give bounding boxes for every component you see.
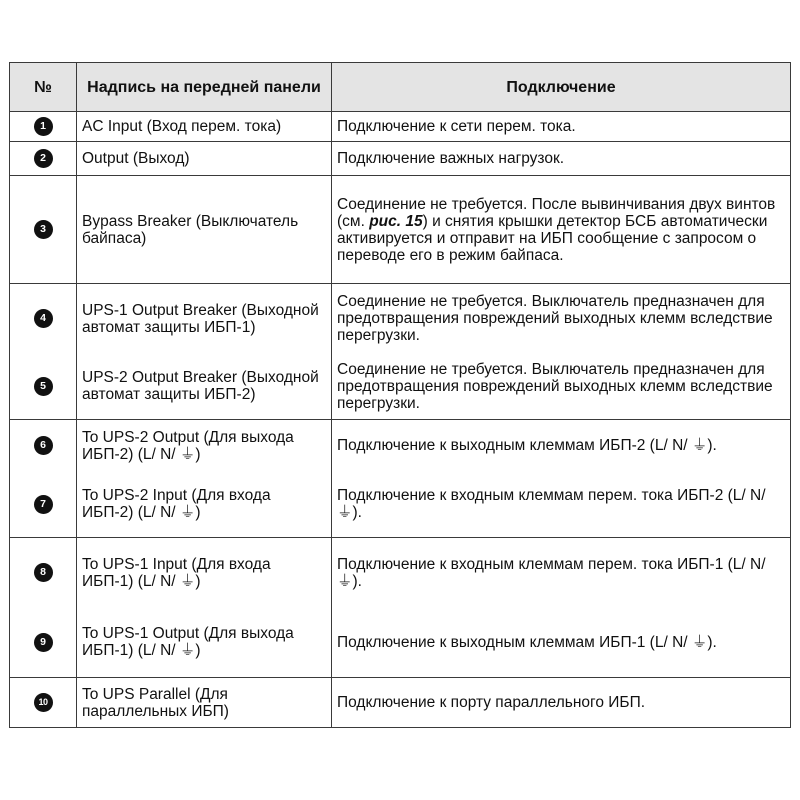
header-label: Надпись на передней панели bbox=[77, 63, 332, 112]
panel-label: To UPS-2 Input (Для входа ИБП-2) (L/ N/ ⏚) bbox=[77, 472, 332, 538]
connection-desc: Подключение к порту параллельного ИБП. bbox=[332, 678, 791, 728]
number-badge: 7 bbox=[34, 495, 53, 514]
panel-label: Bypass Breaker (Выключатель байпаса) bbox=[77, 176, 332, 284]
number-badge: 5 bbox=[34, 377, 53, 396]
desc-text-before: Соединение не требуется. После вывинчивания двух винтов (см. bbox=[337, 195, 776, 230]
table-row bbox=[10, 538, 791, 608]
table-row bbox=[10, 176, 791, 284]
connection-desc: Подключение к сети перем. тока. bbox=[332, 112, 791, 142]
table-row bbox=[10, 678, 791, 728]
connection-desc bbox=[332, 176, 791, 284]
panel-label: AC Input (Вход перем. тока) bbox=[77, 112, 332, 142]
figure-reference: рис. 15 bbox=[369, 212, 423, 230]
number-badge: 9 bbox=[34, 633, 53, 652]
desc-text-after: ) и снятия крышки детектор БСБ автоматически активируется и отправит на ИБП сообщение с запросом о переводе его в режим байпаса. bbox=[337, 212, 768, 264]
number-badge: 6 bbox=[34, 436, 53, 455]
panel-label: To UPS-1 Output (Для выхода ИБП-1) (L/ N/ ⏚) bbox=[77, 608, 332, 678]
connection-table bbox=[9, 62, 791, 728]
connection-desc: Подключение к выходным клеммам ИБП-1 (L/ N/ ⏚). bbox=[332, 608, 791, 678]
connection-desc: Подключение важных нагрузок. bbox=[332, 142, 791, 176]
panel-label: UPS-2 Output Breaker (Выходной автомат защиты ИБП-2) bbox=[77, 354, 332, 420]
connection-desc: Соединение не требуется. Выключатель предназначен для предотвращения повреждений выходных клемм вследствие перегрузки. bbox=[332, 354, 791, 420]
panel-label: Output (Выход) bbox=[77, 142, 332, 176]
header-num: № bbox=[10, 63, 77, 112]
table-row bbox=[10, 420, 791, 472]
connection-desc: Подключение к выходным клеммам ИБП-2 (L/ N/ ⏚). bbox=[332, 420, 791, 472]
connection-desc: Подключение к входным клеммам перем. тока ИБП-2 (L/ N/ ⏚). bbox=[332, 472, 791, 538]
number-badge: 10 bbox=[34, 693, 53, 712]
panel-label: To UPS-2 Output (Для выхода ИБП-2) (L/ N/ ⏚) bbox=[77, 420, 332, 472]
table-row bbox=[10, 112, 791, 142]
header-connection: Подключение bbox=[332, 63, 791, 112]
panel-label: To UPS Parallel (Для параллельных ИБП) bbox=[77, 678, 332, 728]
table-header-row bbox=[10, 63, 791, 112]
number-badge: 1 bbox=[34, 117, 53, 136]
number-badge: 4 bbox=[34, 309, 53, 328]
table-row bbox=[10, 284, 791, 354]
table-row bbox=[10, 142, 791, 176]
number-badge: 3 bbox=[34, 220, 53, 239]
table-row bbox=[10, 608, 791, 678]
number-badge: 2 bbox=[34, 149, 53, 168]
panel-label: UPS-1 Output Breaker (Выходной автомат защиты ИБП-1) bbox=[77, 284, 332, 354]
connection-desc: Соединение не требуется. Выключатель предназначен для предотвращения повреждений выходных клемм вследствие перегрузки. bbox=[332, 284, 791, 354]
number-badge: 8 bbox=[34, 563, 53, 582]
table-row bbox=[10, 354, 791, 420]
table-row bbox=[10, 472, 791, 538]
panel-label: To UPS-1 Input (Для входа ИБП-1) (L/ N/ ⏚) bbox=[77, 538, 332, 608]
connection-desc: Подключение к входным клеммам перем. тока ИБП-1 (L/ N/ ⏚). bbox=[332, 538, 791, 608]
